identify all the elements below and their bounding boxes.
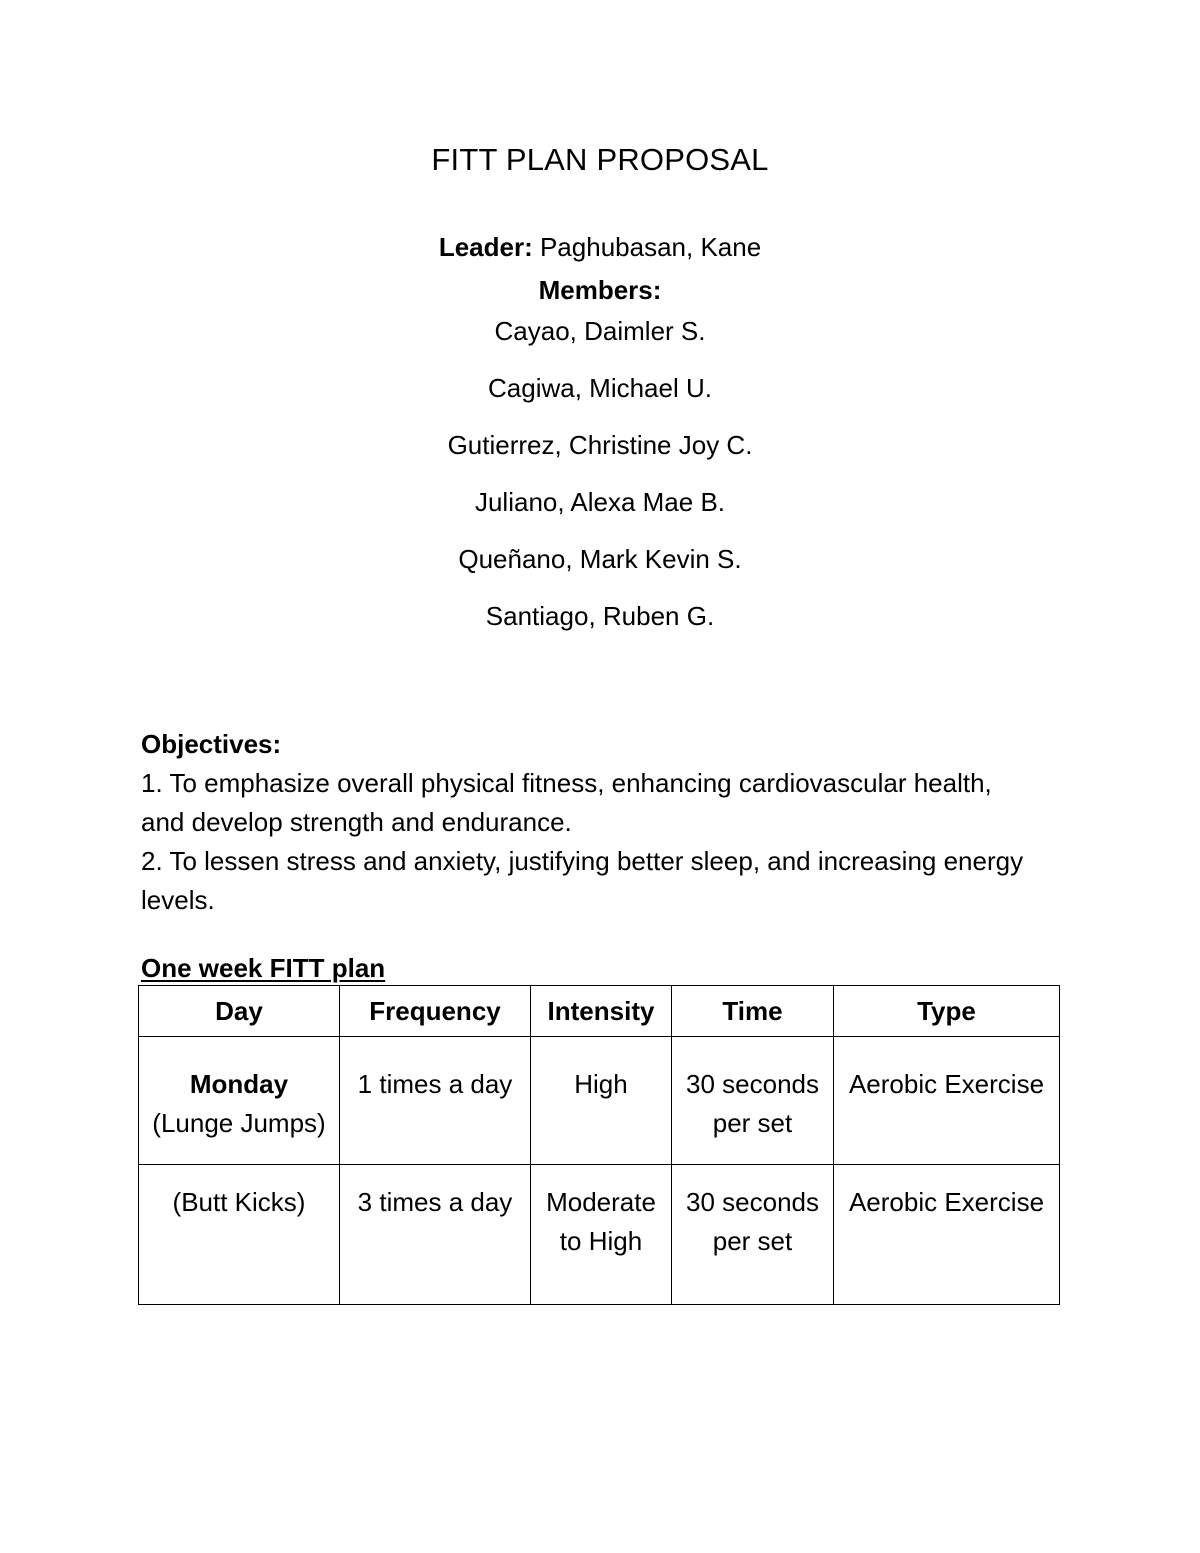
objectives-heading: Objectives: bbox=[141, 729, 282, 759]
frequency-cell: 1 times a day bbox=[340, 1037, 531, 1165]
plan-heading: One week FITT plan bbox=[141, 953, 386, 983]
column-header-day: Day bbox=[139, 986, 340, 1037]
column-header-intensity: Intensity bbox=[531, 986, 672, 1037]
time-cell: 30 seconds per set bbox=[672, 1037, 834, 1165]
intensity-cell: Moderate to High bbox=[531, 1165, 672, 1305]
type-cell: Aerobic Exercise bbox=[834, 1165, 1060, 1305]
exercise-name: (Butt Kicks) bbox=[172, 1187, 306, 1217]
intensity-cell: High bbox=[531, 1037, 672, 1165]
leader-line bbox=[0, 232, 1200, 263]
member-name: Cagiwa, Michael U. bbox=[488, 373, 712, 403]
day-name: Monday bbox=[189, 1069, 289, 1099]
table-header-row bbox=[139, 986, 1060, 1037]
day-cell bbox=[139, 1037, 340, 1165]
time-cell: 30 seconds per set bbox=[672, 1165, 834, 1305]
member-name: Gutierrez, Christine Joy C. bbox=[447, 430, 753, 460]
leader-label: Leader: bbox=[438, 232, 533, 262]
members-label: Members: bbox=[538, 275, 662, 305]
document-title: FITT PLAN PROPOSAL bbox=[431, 142, 769, 177]
table-row bbox=[139, 1165, 1060, 1305]
objective-item: 2. To lessen stress and anxiety, justifying better sleep, and increasing energy levels. bbox=[141, 846, 1024, 915]
table-row bbox=[139, 1037, 1060, 1165]
member-name: Cayao, Daimler S. bbox=[494, 316, 706, 346]
type-cell: Aerobic Exercise bbox=[834, 1037, 1060, 1165]
leader-name: Paghubasan, Kane bbox=[539, 232, 762, 262]
member-name: Juliano, Alexa Mae B. bbox=[474, 487, 726, 517]
member-name: Queñano, Mark Kevin S. bbox=[458, 544, 742, 574]
column-header-time: Time bbox=[672, 986, 834, 1037]
fitt-plan-table bbox=[138, 985, 1060, 1305]
frequency-cell: 3 times a day bbox=[340, 1165, 531, 1305]
column-header-type: Type bbox=[834, 986, 1060, 1037]
objective-item: 1. To emphasize overall physical fitness, enhancing cardiovascular health, and develop strength and endurance. bbox=[141, 768, 992, 837]
exercise-name: (Lunge Jumps) bbox=[152, 1108, 326, 1138]
member-name: Santiago, Ruben G. bbox=[485, 601, 715, 631]
day-cell bbox=[139, 1165, 340, 1305]
column-header-frequency: Frequency bbox=[340, 986, 531, 1037]
objectives-section bbox=[141, 725, 1041, 920]
